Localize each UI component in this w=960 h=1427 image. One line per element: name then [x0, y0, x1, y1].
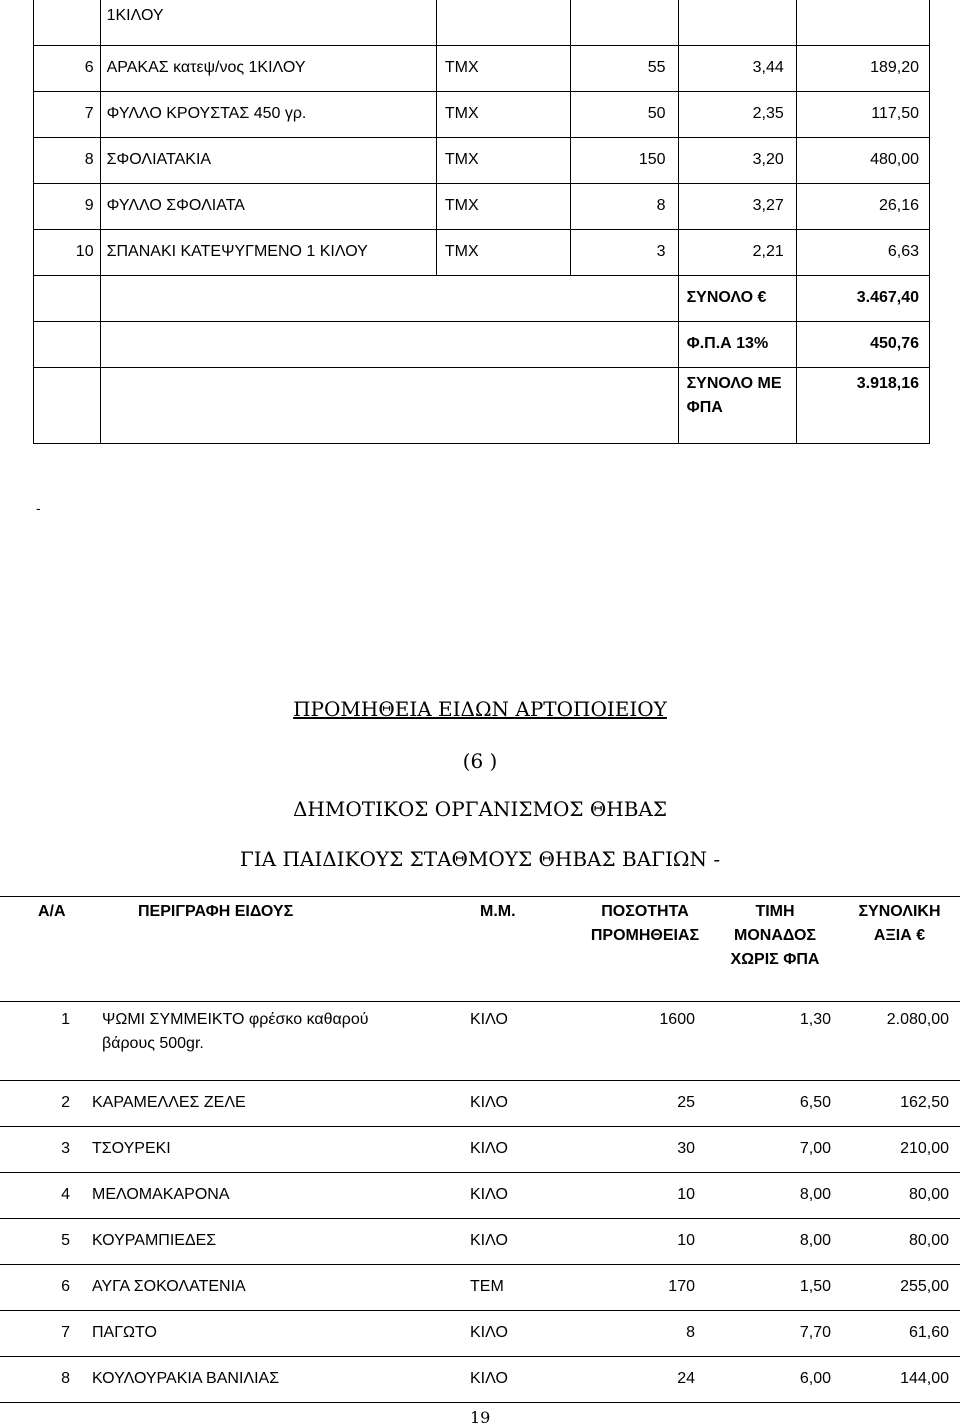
table-row	[34, 92, 930, 138]
cell-price: 3,44	[678, 46, 796, 92]
cell-unit: ΚΙΛΟ	[460, 1219, 565, 1265]
cell-price: 8,00	[705, 1173, 833, 1219]
cell-unit: ΤΜΧ	[436, 184, 570, 230]
cell-price: 2,21	[678, 230, 796, 276]
previous-items-table	[33, 0, 930, 444]
header-description: ΠΕΡΙΓΡΑΦΗ ΕΙΔΟΥΣ	[80, 897, 460, 1002]
cell-no: 10	[34, 230, 101, 276]
cell-unit: ΚΙΛΟ	[460, 1311, 565, 1357]
page-number: 19	[470, 1408, 491, 1427]
cell-desc: ΑΡΑΚΑΣ κατεψ/νος 1ΚΙΛΟΥ	[100, 46, 436, 92]
cell-unit: ΚΙΛΟ	[460, 1002, 565, 1081]
cell-qty: 8	[565, 1311, 705, 1357]
cell-desc: ΣΠΑΝΑΚΙ ΚΑΤΕΨΥΓΜΕΝΟ 1 ΚΙΛΟΥ	[100, 230, 436, 276]
cell-no: 7	[0, 1311, 80, 1357]
table-row	[0, 1311, 960, 1357]
cell-price: 1,50	[705, 1265, 833, 1311]
cell-price: 8,00	[705, 1219, 833, 1265]
cell-unit: ΤΕΜ	[460, 1265, 565, 1311]
cell-blank	[678, 0, 796, 46]
section-number: (6 )	[462, 749, 498, 773]
cell-qty: 10	[565, 1219, 705, 1265]
cell-qty: 3	[571, 230, 678, 276]
cell-desc: ΤΣΟΥΡΕΚΙ	[80, 1127, 460, 1173]
header-total-value: ΣΥΝΟΛΙΚΗ ΑΞΙΑ €	[833, 897, 960, 1002]
cell-blank	[34, 368, 101, 444]
cell-qty: 170	[565, 1265, 705, 1311]
cell-qty: 24	[565, 1357, 705, 1403]
table-row	[0, 1081, 960, 1127]
cell-no: 7	[34, 92, 101, 138]
organization-name: ΔΗΜΟΤΙΚΟΣ ΟΡΓΑΝΙΣΜΟΣ ΘΗΒΑΣ	[292, 797, 668, 821]
table-row	[0, 1127, 960, 1173]
cell-total: 162,50	[833, 1081, 960, 1127]
cell-blank	[34, 276, 101, 322]
cell-desc: ΨΩΜΙ ΣΥΜΜΕΙΚΤΟ φρέσκο καθαρού βάρους 500gr.	[80, 1002, 460, 1081]
cell-qty: 10	[565, 1173, 705, 1219]
vat-row	[34, 322, 930, 368]
cell-unit: ΤΜΧ	[436, 92, 570, 138]
cell-desc: ΑΥΓΑ ΣΟΚΟΛΑΤΕΝΙΑ	[80, 1265, 460, 1311]
cell-blank	[571, 0, 678, 46]
cell-blank	[436, 0, 570, 46]
cell-unit: ΤΜΧ	[436, 138, 570, 184]
cell-unit: ΤΜΧ	[436, 46, 570, 92]
cell-no: 3	[0, 1127, 80, 1173]
cell-total: 210,00	[833, 1127, 960, 1173]
grand-total-row	[34, 368, 930, 444]
cell-no: 9	[34, 184, 101, 230]
cell-blank	[100, 322, 678, 368]
cell-blank	[100, 276, 678, 322]
cell-qty: 150	[571, 138, 678, 184]
cell-blank	[796, 0, 929, 46]
cell-price: 7,70	[705, 1311, 833, 1357]
cell-unit: ΚΙΛΟ	[460, 1081, 565, 1127]
cell-total: 144,00	[833, 1357, 960, 1403]
cell-total: 2.080,00	[833, 1002, 960, 1081]
header-quantity: ΠΟΣΟΤΗΤΑ ΠΡΟΜΗΘΕΙΑΣ	[565, 897, 705, 1002]
cell-price: 1,30	[705, 1002, 833, 1081]
cell-total: 117,50	[796, 92, 929, 138]
cell-blank	[100, 368, 678, 444]
cell-total: 80,00	[833, 1219, 960, 1265]
subtotal-row	[34, 276, 930, 322]
cell-total: 26,16	[796, 184, 929, 230]
cell-price: 7,00	[705, 1127, 833, 1173]
cell-blank	[34, 0, 101, 46]
cell-desc: ΦΥΛΛΟ ΚΡΟΥΣΤΑΣ 450 γρ.	[100, 92, 436, 138]
table-row	[0, 1173, 960, 1219]
table-row	[34, 0, 930, 46]
cell-desc-continued: 1ΚΙΛΟΥ	[100, 0, 436, 46]
table-row	[0, 1002, 960, 1081]
section-subtitle: ΓΙΑ ΠΑΙΔΙΚΟΥΣ ΣΤΑΘΜΟΥΣ ΘΗΒΑΣ ΒΑΓΙΩΝ -	[239, 847, 721, 871]
subtotal-value: 3.467,40	[796, 276, 929, 322]
table-row	[0, 1357, 960, 1403]
cell-desc: ΦΥΛΛΟ ΣΦΟΛΙΑΤΑ	[100, 184, 436, 230]
vat-label: Φ.Π.Α 13%	[678, 322, 796, 368]
table-row	[34, 138, 930, 184]
grand-total-label: ΣΥΝΟΛΟ ΜΕ ΦΠΑ	[678, 368, 796, 444]
subtotal-label: ΣΥΝΟΛΟ €	[678, 276, 796, 322]
cell-desc: ΜΕΛΟΜΑΚΑΡΟΝΑ	[80, 1173, 460, 1219]
cell-qty: 8	[571, 184, 678, 230]
cell-no: 8	[0, 1357, 80, 1403]
cell-total: 480,00	[796, 138, 929, 184]
cell-unit: ΚΙΛΟ	[460, 1173, 565, 1219]
cell-blank	[34, 322, 101, 368]
grand-total-value: 3.918,16	[796, 368, 929, 444]
cell-price: 6,50	[705, 1081, 833, 1127]
cell-unit: ΤΜΧ	[436, 230, 570, 276]
cell-no: 8	[34, 138, 101, 184]
cell-total: 189,20	[796, 46, 929, 92]
table-header-row	[0, 897, 960, 1002]
cell-qty: 30	[565, 1127, 705, 1173]
cell-price: 6,00	[705, 1357, 833, 1403]
cell-unit: ΚΙΛΟ	[460, 1127, 565, 1173]
header-unit: Μ.Μ.	[460, 897, 565, 1002]
table-row	[0, 1265, 960, 1311]
cell-price: 3,20	[678, 138, 796, 184]
vat-value: 450,76	[796, 322, 929, 368]
cell-desc: ΚΟΥΡΑΜΠΙΕΔΕΣ	[80, 1219, 460, 1265]
cell-price: 2,35	[678, 92, 796, 138]
cell-desc: ΣΦΟΛΙΑΤΑΚΙΑ	[100, 138, 436, 184]
cell-total: 6,63	[796, 230, 929, 276]
bakery-items-table	[0, 896, 960, 1403]
cell-qty: 1600	[565, 1002, 705, 1081]
header-unit-price: ΤΙΜΗ ΜΟΝΑΔΟΣ ΧΩΡΙΣ ΦΠΑ	[705, 897, 833, 1002]
cell-no: 6	[34, 46, 101, 92]
cell-price: 3,27	[678, 184, 796, 230]
table-row	[34, 230, 930, 276]
cell-qty: 50	[571, 92, 678, 138]
table-row	[34, 46, 930, 92]
cell-desc: ΚΟΥΛΟΥΡΑΚΙΑ ΒΑΝΙΛΙΑΣ	[80, 1357, 460, 1403]
cell-no: 1	[0, 1002, 80, 1081]
cell-desc: ΚΑΡΑΜΕΛΛΕΣ ΖΕΛΕ	[80, 1081, 460, 1127]
cell-no: 6	[0, 1265, 80, 1311]
cell-desc: ΠΑΓΩΤΟ	[80, 1311, 460, 1357]
cell-no: 5	[0, 1219, 80, 1265]
cell-total: 255,00	[833, 1265, 960, 1311]
cell-total: 80,00	[833, 1173, 960, 1219]
cell-qty: 55	[571, 46, 678, 92]
cell-no: 2	[0, 1081, 80, 1127]
cell-total: 61,60	[833, 1311, 960, 1357]
table-row	[0, 1219, 960, 1265]
cell-no: 4	[0, 1173, 80, 1219]
cell-unit: ΚΙΛΟ	[460, 1357, 565, 1403]
dash-mark: -	[36, 500, 41, 516]
header-aa: Α/Α	[0, 897, 80, 1002]
cell-qty: 25	[565, 1081, 705, 1127]
table-row	[34, 184, 930, 230]
section-title: ΠΡΟΜΗΘΕΙΑ ΕΙΔΩΝ ΑΡΤΟΠΟΙΕΙΟΥ	[293, 697, 667, 721]
